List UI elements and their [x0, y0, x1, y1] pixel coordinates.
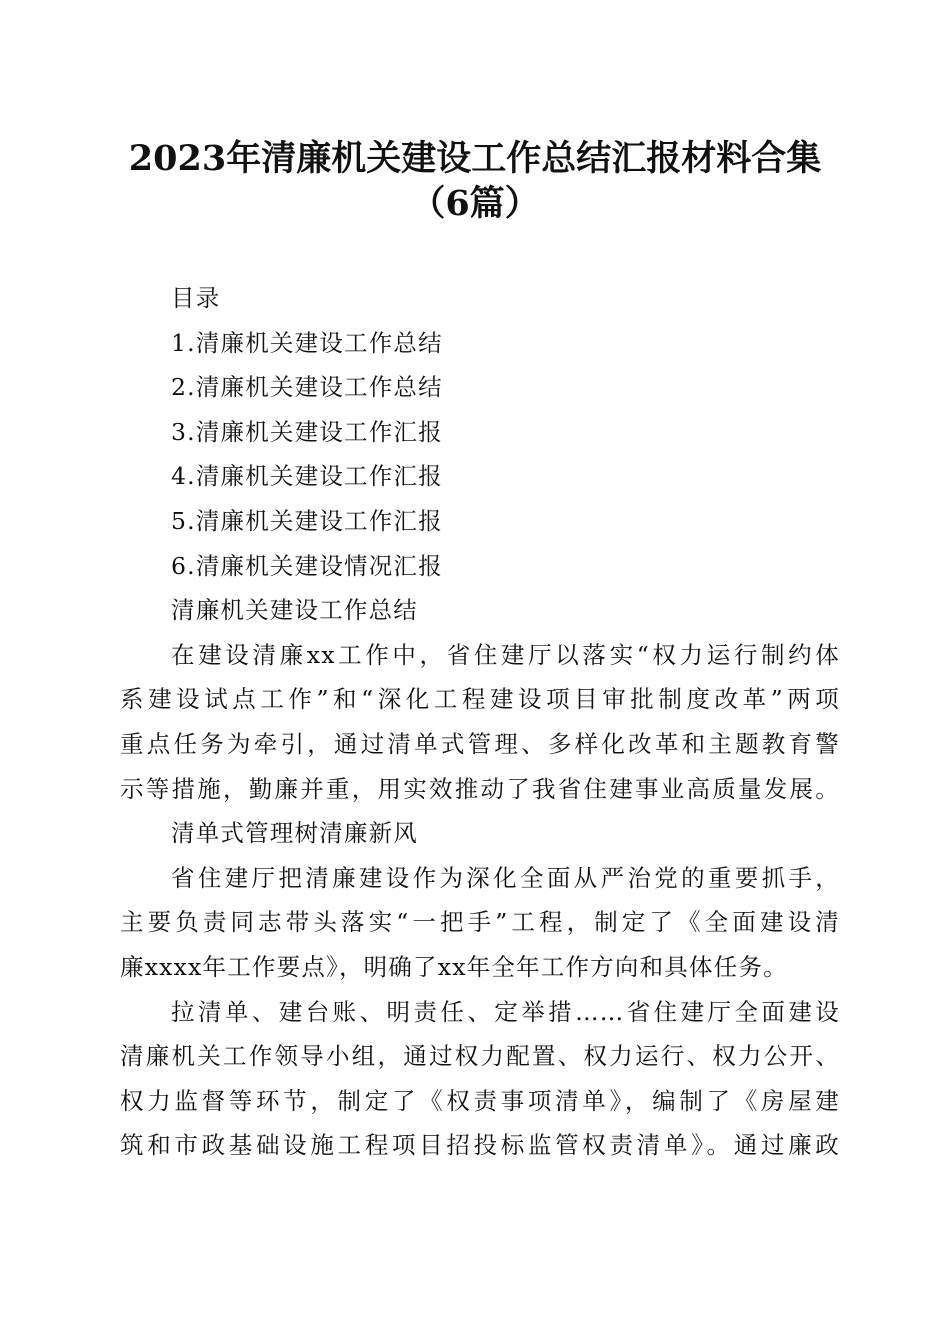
- paragraph-line: 清廉机关工作领导小组，通过权力配置、权力运行、权力公开、: [120, 1042, 840, 1071]
- paragraph-line: 拉清单、建台账、明责任、定举措……省住建厅全面建设: [171, 997, 840, 1026]
- section-title: 清廉机关建设工作总结: [171, 596, 418, 625]
- document-body: [120, 276, 840, 1168]
- document-title: 2023年清廉机关建设工作总结汇报材料合集: [128, 138, 822, 179]
- document-title-count: （6篇）: [410, 183, 540, 224]
- paragraph-line: 廉xxxx年工作要点》，明确了xx年全年工作方向和具体任务。: [120, 952, 788, 981]
- paragraph-line: 主要负责同志带头落实“一把手”工程，制定了《全面建设清: [120, 908, 840, 937]
- paragraph-line: 系建设试点工作”和“深化工程建设项目审批制度改革”两项: [120, 685, 840, 714]
- toc-item: 6.清廉机关建设情况汇报: [171, 551, 443, 580]
- toc-heading: 目录: [171, 284, 221, 312]
- toc-item: 2.清廉机关建设工作总结: [171, 373, 443, 402]
- toc-item: 1.清廉机关建设工作总结: [171, 328, 443, 357]
- toc-item: 3.清廉机关建设工作汇报: [171, 417, 443, 446]
- toc-item: 4.清廉机关建设工作汇报: [171, 462, 443, 491]
- toc-item: 5.清廉机关建设工作汇报: [171, 506, 443, 535]
- paragraph-line: 权力监督等环节，制定了《权责事项清单》，编制了《房屋建: [120, 1086, 840, 1115]
- paragraph-line: 省住建厅把清廉建设作为深化全面从严治党的重要抓手，: [171, 863, 840, 892]
- paragraph-line: 重点任务为牵引，通过清单式管理、多样化改革和主题教育警: [120, 729, 840, 758]
- paragraph-line: 在建设清廉xx工作中，省住建厅以落实“权力运行制约体: [171, 640, 840, 669]
- paragraph-line: 示等措施，勤廉并重，用实效推动了我省住建事业高质量发展。: [120, 774, 840, 803]
- subheading: 清单式管理树清廉新风: [171, 819, 418, 848]
- paragraph-line: 筑和市政基础设施工程项目招投标监管权责清单》。通过廉政: [120, 1131, 840, 1160]
